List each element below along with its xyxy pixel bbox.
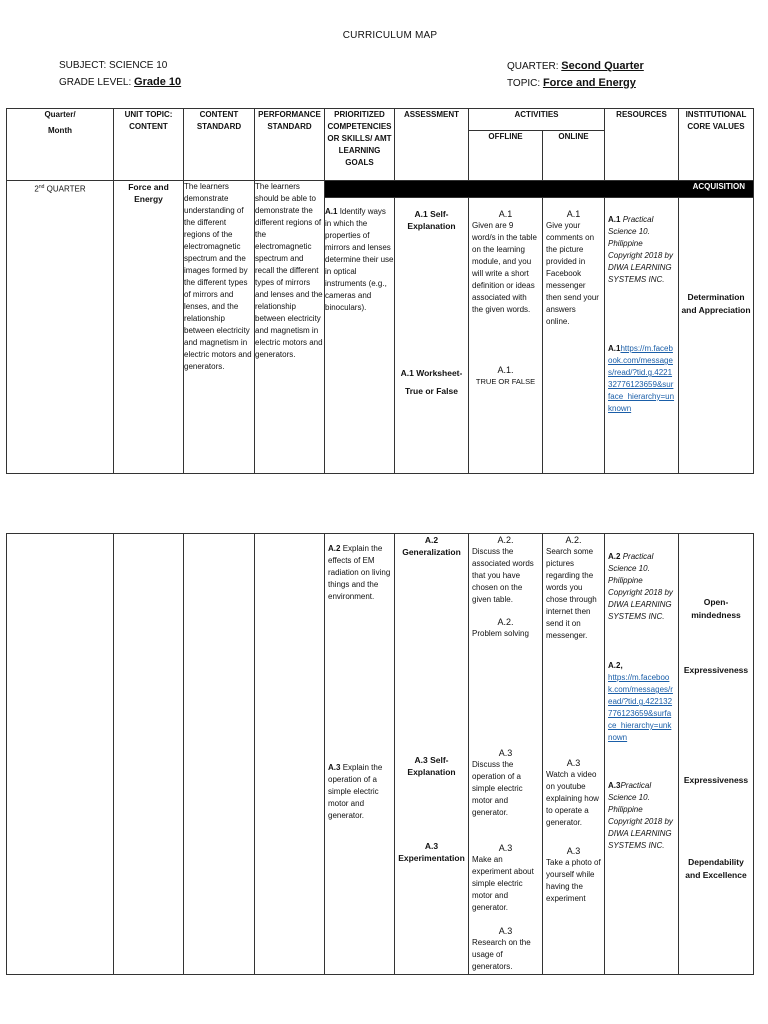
header-competencies: PRIORITIZED COMPETENCIES OR SKILLS/ AMT LEARNING GOALS — [325, 109, 395, 181]
core-value-open-mindedness: Open-mindedness — [691, 597, 741, 620]
offline-a1-activity — [472, 208, 539, 316]
quarter-label: QUARTER: — [507, 61, 559, 72]
core-value-a1: Determination and Appreciation — [681, 292, 751, 315]
grade-value: Grade 10 — [134, 76, 182, 88]
topic-label: TOPIC: — [507, 78, 541, 89]
assessment-a3-experimentation — [397, 840, 466, 864]
offline-a1-code: A.1 — [498, 209, 513, 219]
curriculum-table-1 — [6, 108, 754, 474]
online-a2-text: Search some pictures regarding the words you chose through internet then send it on messenger. — [546, 547, 597, 640]
assessment-a1-self-explanation: A.1 Self-Explanation — [407, 209, 456, 231]
empty-performance-cell — [255, 534, 325, 975]
offline-a1-truefalse — [472, 364, 539, 388]
header-core-values: INSTITUTIONAL CORE VALUES — [679, 109, 754, 181]
acquisition-bar: ACQUISITION — [325, 181, 754, 198]
grade-line — [59, 74, 181, 91]
competency-a2-code: A.2 — [328, 544, 341, 553]
resource-a3-code: A.3 — [608, 781, 621, 790]
header-assessment: ASSESSMENT — [395, 109, 469, 181]
online-a2 — [546, 534, 601, 642]
header-resources: RESOURCES — [605, 109, 679, 181]
empty-quarter-cell — [7, 534, 114, 975]
resource-a2-2-code: A.2, — [608, 661, 623, 670]
performance-standard-cell: The learners should be able to demonstrate the different regions of the electromagnetic spectrum and recall the different types of mirrors and lenses and the relationship between electricity and magnetism in electric motors and generators. — [255, 181, 325, 474]
assessment-a1-worksheet: A.1 Worksheet-True or False — [400, 368, 463, 396]
competency-a3 — [328, 762, 391, 822]
core-values-a1 — [679, 198, 754, 474]
header-performance-standard: PERFORMANCE STANDARD — [255, 109, 325, 181]
competency-a3-text: Explain the operation of a simple electric motor and generator. — [328, 763, 383, 820]
subject-line: SUBJECT: SCIENCE 10 — [59, 60, 168, 71]
online-a1 — [543, 198, 605, 474]
core-value-dependability: Dependability and Excellence — [685, 857, 747, 880]
resource-a3-book — [608, 780, 675, 852]
resource-a1-link-block — [608, 343, 675, 415]
assessment-a2-code: A.2 — [424, 535, 439, 545]
resource-a1-link[interactable]: https://m.facebook.com/messages/read/?tid.g.422132776123659&surface_hierarchy=unknown — [608, 344, 675, 413]
offline-a2-a3 — [469, 534, 543, 975]
offline-a3-experiment — [472, 842, 539, 914]
resource-a2-code: A.2 — [608, 552, 621, 561]
offline-a2-2-text: Problem solving — [472, 629, 529, 638]
competency-a3-code: A.3 — [328, 763, 341, 772]
competencies-a2-a3 — [325, 534, 395, 975]
content-standard-cell: The learners demonstrate understanding of the different regions of the electromagnetic spectrum and the images formed by the different types of mirrors and lenses, and the relationship between electricity and magnetism in electric motors and generators. — [184, 181, 255, 474]
core-values-a2-a3 — [679, 534, 754, 975]
assessment-a1 — [395, 198, 469, 474]
resource-a1-book — [608, 214, 675, 286]
assessment-a3-self-explanation: A.3 Self-Explanation — [407, 755, 456, 777]
resource-a2-book — [608, 551, 675, 623]
online-a2-code: A.2. — [565, 535, 582, 545]
assessment-a2 — [397, 534, 466, 558]
resource-a3-text: Practical Science 10. Philippine Copyright 2018 by DIWA LEARNING SYSTEMS INC. — [608, 781, 673, 850]
header-content-standard: CONTENT STANDARD — [184, 109, 255, 181]
offline-a3-3-code: A.3 — [498, 926, 513, 936]
offline-a3-research — [472, 925, 539, 973]
online-a3-video — [546, 757, 601, 829]
empty-unit-cell — [114, 534, 184, 975]
offline-a3-2-code: A.3 — [498, 843, 513, 853]
offline-a3-3-text: Research on the usage of generators. — [472, 938, 531, 971]
offline-a1-2-code: A.1. — [497, 365, 514, 375]
offline-a1-text: Given are 9 word/s in the table on the learning module, and you will write a short definition or ideas associated with the given words. — [472, 221, 537, 314]
offline-a2 — [472, 534, 539, 606]
resource-a2-text: Practical Science 10. Philippine Copyright 2018 by DIWA LEARNING SYSTEMS INC. — [608, 552, 673, 621]
header-online: ONLINE — [543, 131, 605, 181]
online-a3-code: A.3 — [566, 758, 581, 768]
meta-right — [507, 58, 644, 92]
quarter-sup: nd — [38, 184, 45, 190]
competency-a1-text: Identify ways in which the properties of mirrors and lenses determine their use in optical instruments (e.g., cameras and binoculars). — [325, 207, 394, 312]
offline-a2-code: A.2. — [497, 535, 514, 545]
online-a1-text: Give your comments on the picture provided in Facebook messenger then send your answers online. — [546, 221, 599, 326]
header-quarter-month — [7, 109, 114, 181]
grade-label: GRADE LEVEL: — [59, 77, 132, 88]
online-a3-text: Watch a video on youtube explaining how to operate a generator. — [546, 770, 599, 827]
header-offline: OFFLINE — [469, 131, 543, 181]
online-a3-2-code: A.3 — [566, 846, 581, 856]
offline-a3-code: A.3 — [498, 748, 513, 758]
competency-a1-code: A.1 — [325, 207, 338, 216]
assessment-a3-2-code: A.3 — [424, 841, 439, 851]
offline-a3-2-text: Make an experiment about simple electric motor and generator. — [472, 855, 534, 912]
document-title: CURRICULUM MAP — [342, 30, 438, 41]
offline-a2-problem-solving — [472, 616, 539, 640]
quarter-cell — [7, 181, 114, 474]
header-activities: ACTIVITIES — [469, 109, 605, 131]
topic-value: Force and Energy — [542, 77, 636, 89]
assessment-a2-text: Generalization — [402, 547, 461, 557]
resource-a2-link[interactable]: https://m.facebook.com/messages/read/?tid.g.422132776123659&surface_hierarchy=unknown — [608, 673, 673, 742]
offline-a1 — [469, 198, 543, 474]
meta-left — [59, 58, 181, 91]
empty-content-cell — [184, 534, 255, 975]
quarter-line — [507, 58, 644, 75]
online-a3-2-text: Take a photo of yourself while having the experiment — [546, 858, 601, 903]
acquisition-row — [7, 181, 754, 198]
competency-a2-text: Explain the effects of EM radiation on living things and the environment. — [328, 544, 391, 601]
assessment-a3-2-text: Experimentation — [398, 853, 465, 863]
assessment-a2-a3 — [395, 534, 469, 975]
offline-a2-2-code: A.2. — [497, 617, 514, 627]
header-month: Month — [48, 126, 72, 135]
quarter-value: Second Quarter — [561, 60, 644, 72]
resource-a1-code: A.1 — [608, 215, 621, 224]
header-row-top — [7, 109, 754, 131]
resource-a1-text: Practical Science 10. Philippine Copyright 2018 by DIWA LEARNING SYSTEMS INC. — [608, 215, 673, 284]
header-unit-topic: UNIT TOPIC: CONTENT — [114, 109, 184, 181]
online-a3-photo — [546, 845, 601, 905]
unit-topic-cell: Force and Energy — [114, 181, 184, 474]
offline-a2-text: Discuss the associated words that you have chosen on the given table. — [472, 547, 534, 604]
resource-a1-2-code: A.1 — [608, 344, 621, 353]
row-a2-a3 — [7, 534, 754, 975]
resource-a2-link-block — [608, 660, 675, 744]
resources-a2-a3 — [605, 534, 679, 975]
offline-a3-text: Discuss the operation of a simple electric motor and generator. — [472, 760, 523, 817]
competency-a2 — [328, 543, 391, 603]
header-quarter: Quarter/ — [44, 110, 76, 119]
curriculum-table-2 — [6, 533, 754, 975]
online-a1-activity — [546, 208, 601, 328]
online-a1-code: A.1 — [566, 209, 581, 219]
online-a2-a3 — [543, 534, 605, 975]
core-value-expressiveness-2: Expressiveness — [683, 775, 749, 785]
core-value-expressiveness-1: Expressiveness — [683, 665, 749, 675]
offline-a3-discuss — [472, 747, 539, 819]
resources-a1 — [605, 198, 679, 474]
competency-a1 — [325, 198, 395, 474]
offline-a1-2-text: TRUE OR FALSE — [475, 377, 536, 386]
quarter-word: QUARTER — [46, 184, 86, 194]
topic-line — [507, 75, 644, 92]
quarter-number: 2 — [34, 184, 39, 194]
